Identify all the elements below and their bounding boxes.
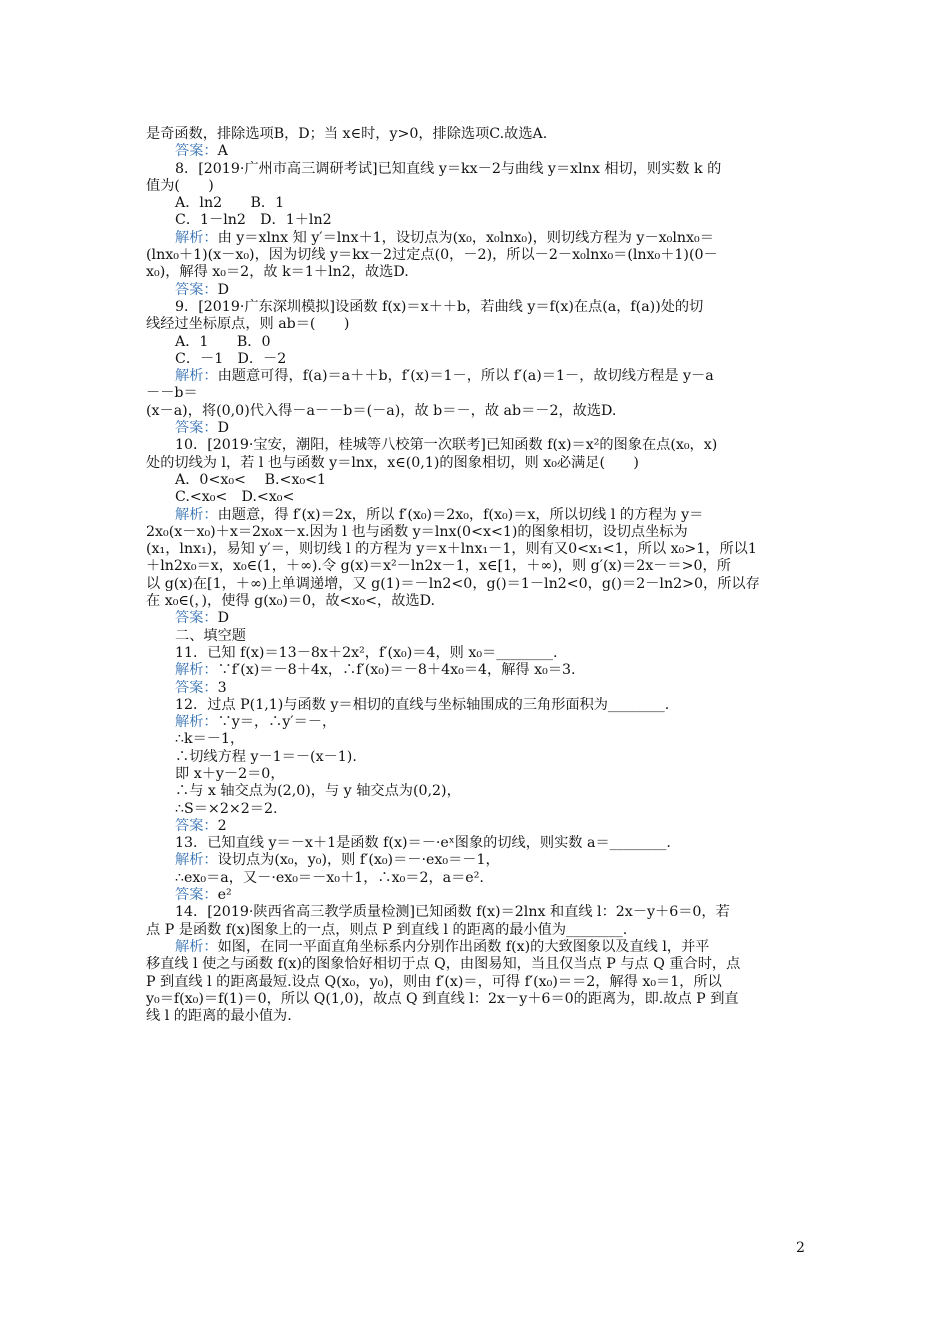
text-line [146, 541, 812, 558]
line-text: 线经过坐标原点，则 ab＝( ) [146, 316, 350, 333]
line-text: －－b＝ [146, 385, 198, 402]
text-line [146, 783, 812, 800]
text-line [146, 818, 812, 835]
answer-label: 答案： [175, 143, 218, 160]
line-text: C.<x₀< D.<x₀< [175, 489, 295, 506]
line-text: A [217, 143, 228, 160]
line-text: 线 l 的距离的最小值为. [146, 1008, 292, 1025]
text-line [146, 628, 812, 645]
text-line [146, 489, 812, 506]
line-text: 2 [217, 817, 227, 834]
line-text: 11．已知 f(x)＝13－8x＋2x²，f′(x₀)＝4，则 x₀＝________. [175, 644, 558, 661]
line-text: 12．过点 P(1,1)与函数 y＝相切的直线与坐标轴围成的三角形面积为________. [175, 696, 670, 713]
document-body [146, 126, 812, 1025]
line-text: ∴k＝－1， [175, 731, 245, 748]
text-line [146, 939, 812, 956]
line-text: 14．[2019·陕西省高三教学质量检测]已知函数 f(x)＝2lnx 和直线 l：2x－y＋6＝0，若 [175, 904, 730, 921]
line-text: 二、填空题 [175, 627, 246, 644]
text-line [146, 420, 812, 437]
line-text: D [217, 281, 229, 298]
line-text: 以 g(x)在[1，＋∞)上单调递增，又 g(1)＝－ln2<0，g()＝1－ln2<0，g()＝2－ln2>0，所以存 [146, 575, 760, 592]
line-text: C．1－ln2 D．1＋ln2 [175, 212, 332, 229]
text-line [146, 161, 812, 178]
text-line [146, 334, 812, 351]
answer-label: 答案： [175, 817, 218, 834]
text-line [146, 230, 812, 247]
text-line [146, 1008, 812, 1025]
line-text: (lnx₀＋1)(x－x₀)，因为切线 y＝kx－2过定点(0，－2)，所以－2－x₀lnx₀＝(lnx₀＋1)(0－ [146, 247, 718, 264]
line-text: 3 [217, 679, 227, 696]
line-text: 值为( ) [146, 177, 214, 194]
text-line [146, 195, 812, 212]
text-line [146, 247, 812, 264]
text-line [146, 212, 812, 229]
answer-label: 答案： [175, 610, 218, 627]
text-line [146, 472, 812, 489]
line-text: ＋ln2x₀＝x，x₀∈(1，＋∞).令 g(x)＝x²－ln2x－1，x∈[1，＋∞)，则 g′(x)＝2x－＝>0，所 [146, 558, 731, 575]
line-text: (x₁，lnx₁)，易知 y′＝，则切线 l 的方程为 y＝x＋lnx₁－1，则有又0<x₁<1，所以 x₀>1，所以1 [146, 541, 757, 558]
analysis-label: 解析： [175, 229, 218, 246]
line-text: 13．已知直线 y＝－x＋1是函数 f(x)＝－·eˣ图象的切线，则实数 a＝________. [175, 835, 671, 852]
line-text: ∴S＝×2×2＝2. [175, 800, 278, 817]
line-text: 10．[2019·宝安，潮阳，桂城等八校第一次联考]已知函数 f(x)＝x²的图象在点(x₀，x) [175, 437, 718, 454]
line-text: 点 P 是函数 f(x)图象上的一点，则点 P 到直线 l 的距离的最小值为________. [146, 921, 628, 938]
line-text: D [217, 420, 229, 437]
line-text: 即 x＋y－2＝0， [175, 765, 285, 782]
analysis-label: 解析： [175, 938, 218, 955]
text-line [146, 904, 812, 921]
text-line [146, 143, 812, 160]
line-text: 在 x₀∈(，)，使得 g(x₀)＝0，故<x₀<，故选D. [146, 593, 435, 610]
line-text: 如图，在同一平面直角坐标系内分别作出函数 f(x)的大致图象以及直线 l，并平 [217, 938, 710, 955]
text-line [146, 749, 812, 766]
line-text: 由 y＝xlnx 知 y′＝lnx＋1，设切点为(x₀，x₀lnx₀)，则切线方程为 y－x₀lnx₀＝ [217, 229, 714, 246]
line-text: x₀)，解得 x₀＝2，故 k＝1＋ln2，故选D. [146, 264, 409, 281]
text-line [146, 801, 812, 818]
line-text: 处的切线为 l，若 l 也与函数 y＝lnx，x∈(0,1)的图象相切，则 x₀必满足( ) [146, 454, 639, 471]
line-text: 移直线 l 使之与函数 f(x)的图象恰好相切于点 Q，由图易知，当且仅当点 P 与点 Q 重合时，点 [146, 956, 741, 973]
text-line [146, 264, 812, 281]
text-line [146, 610, 812, 627]
line-text: ∵y＝，∴y′＝－， [217, 714, 337, 731]
text-line [146, 645, 812, 662]
line-text: (x－a)，将(0,0)代入得－a－－b＝(－a)，故 b＝－，故 ab＝－2，故选D. [146, 402, 617, 419]
text-line [146, 731, 812, 748]
analysis-label: 解析： [175, 506, 218, 523]
text-line [146, 714, 812, 731]
text-line [146, 299, 812, 316]
analysis-label: 解析： [175, 662, 218, 679]
text-line [146, 524, 812, 541]
text-line [146, 403, 812, 420]
line-text: ∴切线方程 y－1＝－(x－1). [175, 748, 357, 765]
text-line [146, 835, 812, 852]
line-text: 由题意，得 f′(x)＝2x，所以 f′(x₀)＝2x₀，f(x₀)＝x，所以切线 l 的方程为 y＝ [217, 506, 704, 523]
line-text: ∴ex₀＝a，又－·ex₀＝－x₀＋1，∴x₀＝2，a＝e². [175, 869, 484, 886]
text-line [146, 126, 812, 143]
text-line [146, 870, 812, 887]
analysis-label: 解析： [175, 852, 218, 869]
line-text: A．1 B．0 [175, 333, 271, 350]
line-text: 设切点为(x₀，y₀)，则 f′(x₀)＝－·ex₀＝－1， [217, 852, 500, 869]
text-line [146, 697, 812, 714]
text-line [146, 455, 812, 472]
line-text: y₀＝f(x₀)＝f(1)＝0，所以 Q(1,0)，故点 Q 到直线 l：2x－y＋6＝0的距离为，即.故点 P 到直 [146, 990, 739, 1007]
text-line [146, 316, 812, 333]
analysis-label: 解析： [175, 368, 218, 385]
answer-label: 答案： [175, 679, 218, 696]
line-text: 9．[2019·广东深圳模拟]设函数 f(x)＝x＋＋b，若曲线 y＝f(x)在点(a，f(a))处的切 [175, 298, 704, 315]
line-text: A．0<x₀< B.<x₀<1 [175, 471, 327, 488]
line-text: e² [217, 887, 232, 904]
text-line [146, 956, 812, 973]
text-line [146, 351, 812, 368]
answer-label: 答案： [175, 420, 218, 437]
text-line [146, 558, 812, 575]
text-line [146, 385, 812, 402]
line-text: 是奇函数，排除选项B，D；当 x∈时，y>0，排除选项C.故选A. [146, 126, 548, 142]
line-text: A．ln2 B．1 [175, 195, 285, 212]
text-line [146, 437, 812, 454]
text-line [146, 680, 812, 697]
answer-label: 答案： [175, 887, 218, 904]
line-text: 8．[2019·广州市高三调研考试]已知直线 y＝kx－2与曲线 y＝xlnx 相切，则实数 k 的 [175, 160, 722, 177]
text-line [146, 887, 812, 904]
text-line [146, 178, 812, 195]
text-line [146, 593, 812, 610]
text-line [146, 974, 812, 991]
line-text: D [217, 610, 229, 627]
text-line [146, 576, 812, 593]
text-line [146, 766, 812, 783]
line-text: 由题意可得，f(a)＝a＋＋b，f′(x)＝1－，所以 f′(a)＝1－，故切线方程是 y－a [217, 368, 714, 385]
text-line [146, 852, 812, 869]
analysis-label: 解析： [175, 714, 218, 731]
line-text: 2x₀(x－x₀)＋x＝2x₀x－x.因为 l 也与函数 y＝lnx(0<x<1)的图象相切，设切点坐标为 [146, 523, 688, 540]
page-number: 2 [796, 1240, 805, 1256]
line-text: C．－1 D．－2 [175, 350, 287, 367]
text-line [146, 368, 812, 385]
text-line [146, 282, 812, 299]
line-text: ∵f′(x)＝－8＋4x，∴f′(x₀)＝－8＋4x₀＝4，解得 x₀＝3. [217, 662, 576, 679]
text-line [146, 922, 812, 939]
text-line [146, 991, 812, 1008]
line-text: ∴与 x 轴交点为(2,0)，与 y 轴交点为(0,2)， [175, 783, 461, 800]
text-line [146, 507, 812, 524]
answer-label: 答案： [175, 281, 218, 298]
text-line [146, 662, 812, 679]
line-text: P 到直线 l 的距离最短.设点 Q(x₀，y₀)，则由 f′(x)＝，可得 f′(x₀)＝＝2，解得 x₀＝1，所以 [146, 973, 722, 990]
